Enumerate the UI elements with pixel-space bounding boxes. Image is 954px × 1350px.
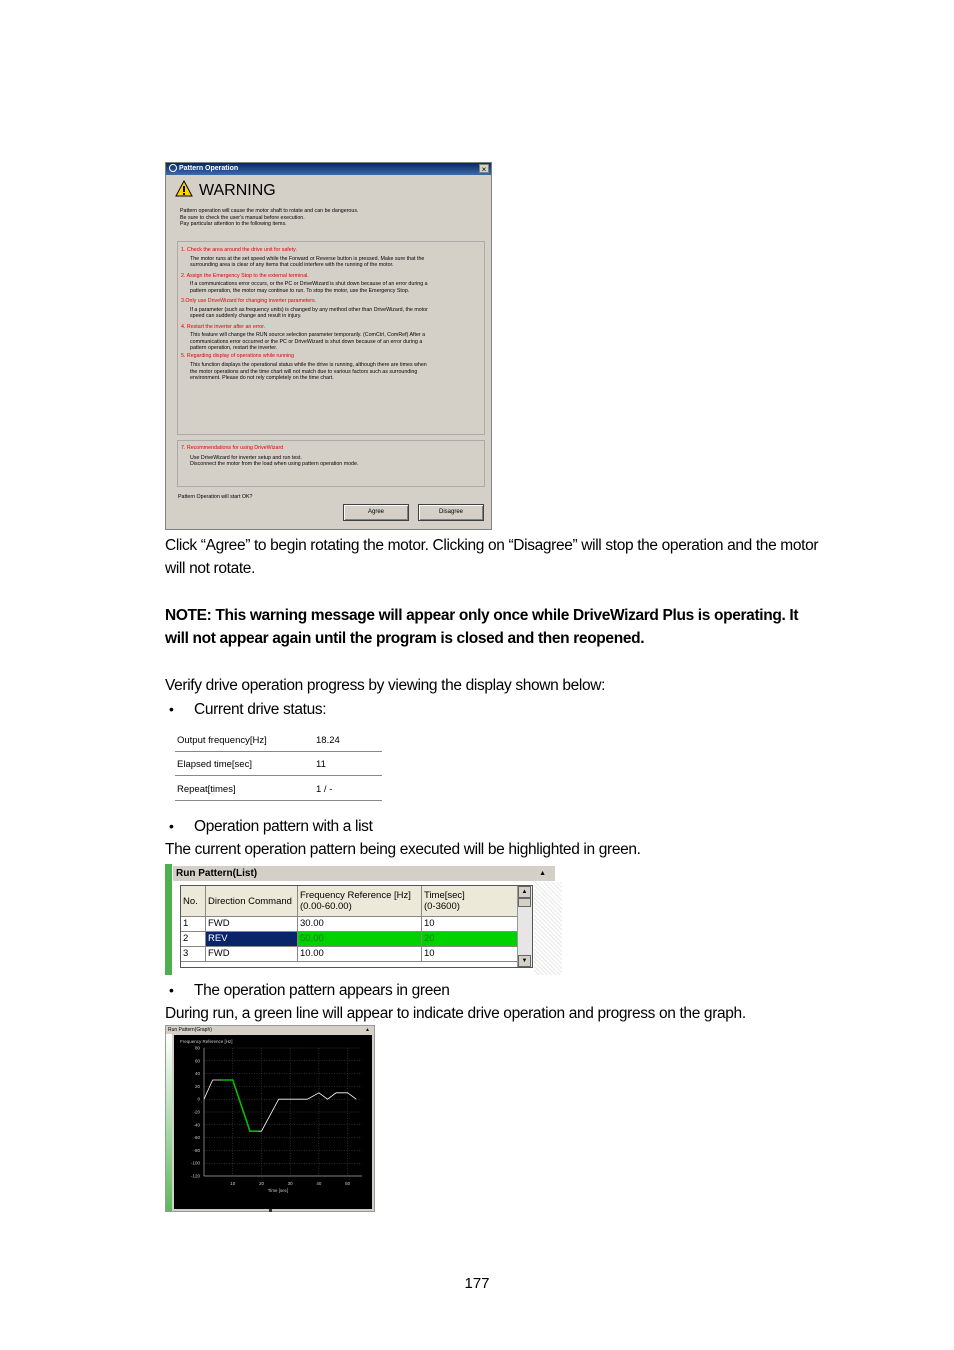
cell-direction-selected[interactable]: REV [206,932,298,947]
collapse-arrow-icon[interactable]: ▲ [539,870,546,877]
panel-hatch [534,882,562,975]
status-row: Repeat[times] 1 / - [175,776,382,801]
bullet-pattern-list: Operation pattern with a list [194,818,373,835]
graph-caption: During run, a green line will appear to indicate drive operation and progress on the graph. [165,1005,746,1022]
y-tick-label: -80 [193,1147,200,1153]
x-tick-label: 40 [316,1181,322,1186]
y-tick-label: -100 [190,1160,200,1166]
cell-frequency-active[interactable]: 50.00 [298,932,422,947]
cell-time-active[interactable]: 20 [422,932,519,947]
run-pattern-graph-title[interactable]: Run Pattern(Graph) ▲ [168,1027,370,1033]
pattern-line [204,1080,356,1131]
agree-button[interactable]: Agree [343,504,409,521]
dialog-title-bar [166,163,491,175]
warning-dialog [165,162,492,530]
page-number: 177 [464,1275,490,1292]
cell-no[interactable]: 3 [181,947,206,962]
header-no: No. [181,886,206,917]
y-tick-label: 20 [194,1083,200,1089]
y-tick-label: -20 [193,1109,200,1115]
cell-no[interactable]: 1 [181,917,206,932]
disagree-button[interactable]: Disagree [418,504,484,521]
y-tick-label: 0 [197,1096,200,1102]
pattern-chart [174,1035,372,1209]
bullet-icon: • [169,982,174,998]
list-caption: The current operation pattern being executed will be highlighted in green. [165,841,641,858]
verify-text: Verify drive operation progress by viewing the display shown below: [165,677,606,694]
header-direction: Direction Command [206,886,298,917]
y-tick-label: -120 [190,1173,200,1179]
y-tick-label: -40 [193,1122,200,1128]
status-row: Output frequency[Hz] 18.24 [175,727,382,752]
cell-time[interactable]: 10 [422,917,519,932]
app-icon [169,164,177,172]
vertical-scrollbar[interactable] [517,886,532,967]
note-paragraph: NOTE: This warning message will appear only once while DriveWizard Plus is operating. It will not appear again until the program is closed and then reopened. [165,607,799,647]
bullet-pattern-green: The operation pattern appears in green [194,982,450,999]
scroll-down-icon[interactable]: ▼ [518,955,531,967]
header-frequency: Frequency Reference [Hz] (0.00-60.00) [298,886,422,917]
run-pattern-table [180,885,533,968]
cell-direction[interactable]: FWD [206,947,298,962]
collapse-arrow-icon[interactable]: ▲ [365,1027,370,1033]
start-question: Pattern Operation will start OK? [178,494,253,500]
status-row: Elapsed time[sec] 11 [175,751,382,776]
y-tick-label: 80 [194,1045,200,1051]
progress-line [221,1080,258,1131]
warning-icon [175,180,193,197]
scroll-up-icon[interactable]: ▲ [518,886,531,898]
dialog-title: Pattern Operation [179,165,239,172]
warning-intro: Pattern operation will cause the motor shaft to rotate and can be dangerous. Be sure to check the user's manual before execution. Pay particular attention to the following items. [180,208,359,227]
cell-time[interactable]: 10 [422,947,519,962]
scroll-thumb[interactable] [518,898,531,907]
panel-accent-bar [165,864,172,975]
graph-area [174,1035,372,1209]
bullet-icon: • [169,701,174,717]
run-pattern-graph-panel [165,1025,375,1212]
bullet-icon: • [169,818,174,834]
x-tick-label: 30 [287,1181,293,1186]
cell-frequency[interactable]: 30.00 [298,917,422,932]
recommendations: 7. Recommendations for using DriveWizard Use DriveWizard for inverter setup and run test. Disconnect the motor from the load when using pattern operation mode. [181,445,359,467]
close-button[interactable]: × [479,164,489,173]
y-axis-label: Frequency Reference [Hz] [180,1039,233,1044]
x-axis-label: Time [sec] [267,1188,289,1193]
run-pattern-list-panel [165,864,564,975]
y-tick-label: 40 [194,1071,200,1077]
cell-direction[interactable]: FWD [206,917,298,932]
run-pattern-list-title[interactable]: Run Pattern(List) ▲ [173,865,555,881]
agree-paragraph: Click “Agree” to begin rotating the motor. Clicking on “Disagree” will stop the operation and the motor will not rotate. [165,537,819,577]
header-time: Time[sec] (0-3600) [422,886,519,917]
x-tick-label: 20 [258,1181,264,1186]
cell-frequency[interactable]: 10.00 [298,947,422,962]
bullet-current-status: Current drive status: [194,701,327,718]
cell-no[interactable]: 2 [181,932,206,947]
x-tick-label: 50 [345,1181,351,1186]
warning-heading: WARNING [199,182,276,199]
y-tick-label: 60 [194,1058,200,1064]
x-tick-label: 10 [230,1181,236,1186]
panel-accent-bar [166,1034,172,1211]
y-tick-label: -60 [193,1135,200,1141]
resize-grip[interactable] [269,1209,272,1212]
warning-items: 1. Check the area around the drive unit for safety. The motor runs at the set speed while the Forward or Reverse button is pressed. Make sure that the surrounding area is clear of any items that could interfere with the running of the motor. 2. Assign the Emergency Stop to the external terminal. If a communications error occurs, or the PC or DriveWizard is shut down because of an error during a pattern operation, the motor may continue to run. To stop the motor, use the Emergency Stop. 3.Only use DriveWizard for changing inverter parameters. If a parameter (such as frequency units) is changed by any method other than DriveWizard, the motor speed can suddenly change and result in injury. 4. Restart the inverter after an error. This feature will change the RUN source selection parameter temporarily. (ComCtrl, ComRef) After a communications error occurred or the PC or DriveWizard is shut down because of an error during a pattern operation, restart the inverter. 5. Regarding display of operations while running This function displays the operational status while the drive is running, although there are times when the motor operations and the time chart will not match due to various factors such as surrounding environment. Please do not rely completely on the time chart. [181,247,428,381]
